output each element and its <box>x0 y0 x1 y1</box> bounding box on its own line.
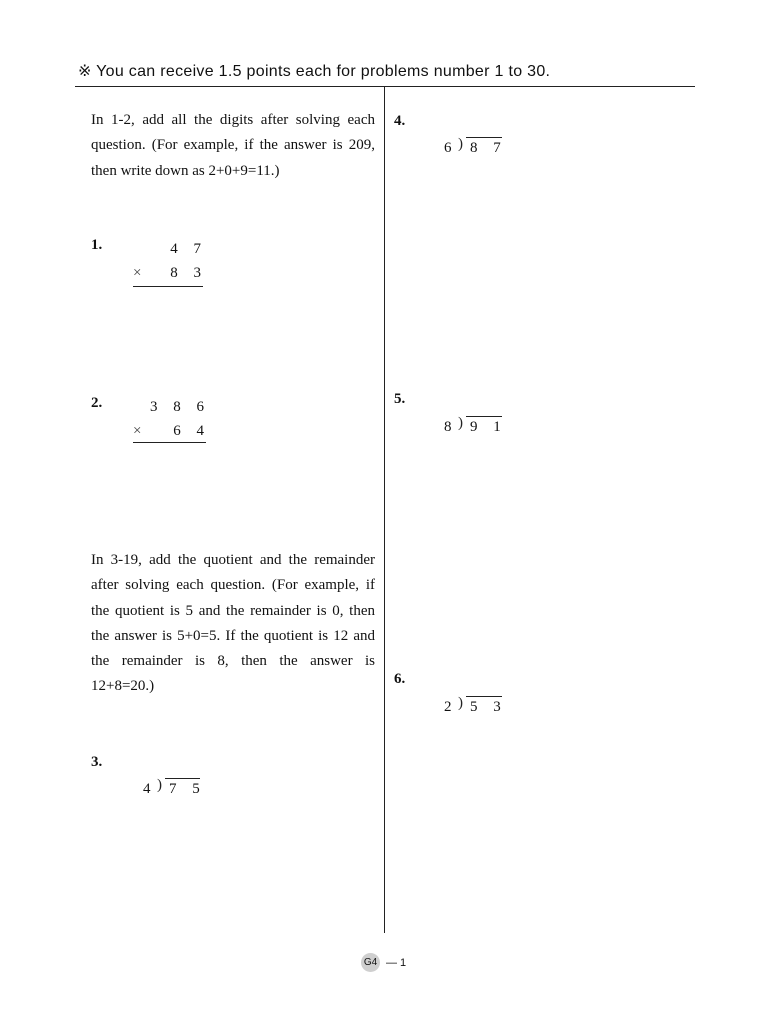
problem-4-divisor: 6 <box>444 140 452 156</box>
instructions-digits: In 1-2, add all the digits after solving each question. (For example, if the answer is 209, then write down as 2+0+9=11.) <box>91 112 375 179</box>
grade-badge: G4 <box>361 953 380 972</box>
problem-1-bottom: 8 3 <box>170 265 207 281</box>
division-overline <box>165 778 200 779</box>
problem-2-top: 3 8 6 <box>150 399 210 415</box>
problem-6-division <box>444 695 507 718</box>
page-header: ※ You can receive 1.5 points each for problems number 1 to 30. <box>78 63 551 80</box>
problem-2-multiplication <box>133 399 210 445</box>
page-number: — 1 <box>386 956 407 969</box>
header-rule <box>75 86 695 87</box>
problem-5-dividend: 9 1 <box>470 419 507 435</box>
page-footer <box>361 953 406 972</box>
division-bracket: ) <box>458 415 463 431</box>
column-divider <box>384 87 385 933</box>
problem-6-dividend: 5 3 <box>470 699 507 715</box>
problem-2-bottom: 6 4 <box>173 423 210 439</box>
division-bracket: ) <box>458 136 463 152</box>
problem-4-division <box>444 136 507 159</box>
problem-2-number: 2. <box>91 395 103 411</box>
division-overline <box>466 696 502 697</box>
division-overline <box>466 416 502 417</box>
problem-3-divisor: 4 <box>143 781 151 797</box>
problem-3-dividend: 7 5 <box>169 781 206 797</box>
problem-1-top: 4 7 <box>170 241 207 257</box>
problem-1-number: 1. <box>91 237 103 253</box>
problem-1-rule <box>133 286 203 287</box>
division-bracket: ) <box>157 777 162 793</box>
problem-3-number: 3. <box>91 754 103 770</box>
problem-5-number: 5. <box>394 391 406 407</box>
problem-2-rule <box>133 442 206 443</box>
problem-5-division <box>444 415 507 438</box>
problem-6-divisor: 2 <box>444 699 452 715</box>
division-overline <box>466 137 502 138</box>
problem-6-number: 6. <box>394 671 406 687</box>
problem-4-number: 4. <box>394 113 406 129</box>
instructions-division: In 3-19, add the quotient and the remainder after solving each question. (For example, if the quotient is 5 and the remainder is 0, then the answer is 5+0=5. If the quotient is 12 and the remainder is 8, then the answer is 12+8=20.) <box>91 552 375 695</box>
problem-2-operator: × <box>133 423 142 439</box>
problem-5-divisor: 8 <box>444 419 452 435</box>
problem-1-operator: × <box>133 265 142 281</box>
problem-3-division <box>143 777 206 800</box>
division-bracket: ) <box>458 695 463 711</box>
problem-1-multiplication <box>133 241 207 287</box>
problem-4-dividend: 8 7 <box>470 140 507 156</box>
